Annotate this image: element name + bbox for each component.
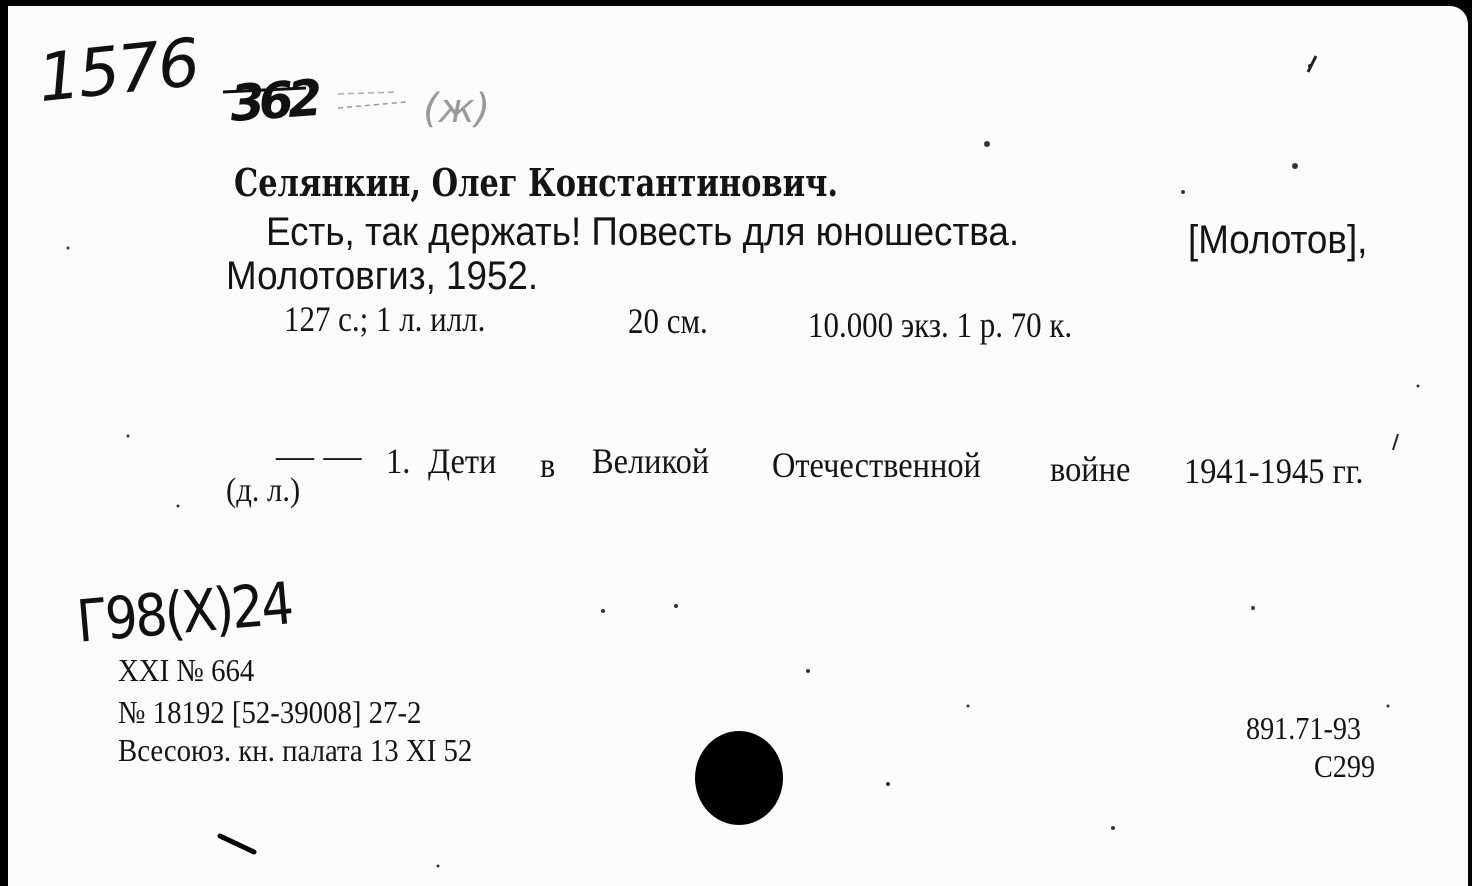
handwritten-shelf-mark: Г98(Х)24	[74, 569, 294, 656]
subject-word-patriotic: Отечественной	[772, 445, 981, 485]
catalog-card	[8, 6, 1468, 886]
title-statement: Есть, так держать! Повесть для юношества.	[266, 210, 1020, 254]
pagination: 127 с.; 1 л. илл.	[284, 299, 486, 339]
subject-years: 1941-1945 гг.	[1184, 451, 1364, 491]
pen-stroke	[220, 836, 254, 852]
place-of-publication: [Молотов],	[1188, 218, 1368, 262]
cutter-number: С299	[1314, 748, 1376, 784]
subject-dashes: — —	[276, 435, 362, 477]
subject-word-great: Великой	[592, 441, 710, 481]
audience-label: (д. л.)	[226, 472, 301, 509]
copies-and-price: 10.000 экз. 1 р. 70 к.	[808, 305, 1073, 345]
publisher-line: Молотовгиз, 1952.	[226, 254, 539, 298]
handwritten-catalog-subnumber: 362	[228, 69, 319, 133]
subject-word-war: войне	[1050, 449, 1131, 489]
faint-mark: (ж)	[423, 86, 491, 132]
dimensions: 20 см.	[628, 301, 708, 341]
subject-word-in: в	[540, 445, 556, 485]
subject-word-children: Дети	[428, 441, 497, 481]
book-chamber: Всесоюз. кн. палата 13 XI 52	[118, 732, 473, 768]
handwritten-catalog-number: 1576	[34, 23, 202, 118]
punch-hole	[695, 731, 783, 825]
author-heading: Селянкин, Олег Константинович.	[234, 160, 838, 205]
series-number: XXI № 664	[118, 652, 255, 688]
classification-code: 891.71-93	[1246, 710, 1361, 746]
record-number: № 18192 [52-39008] 27-2	[118, 694, 422, 730]
subject-number: 1.	[386, 441, 411, 481]
